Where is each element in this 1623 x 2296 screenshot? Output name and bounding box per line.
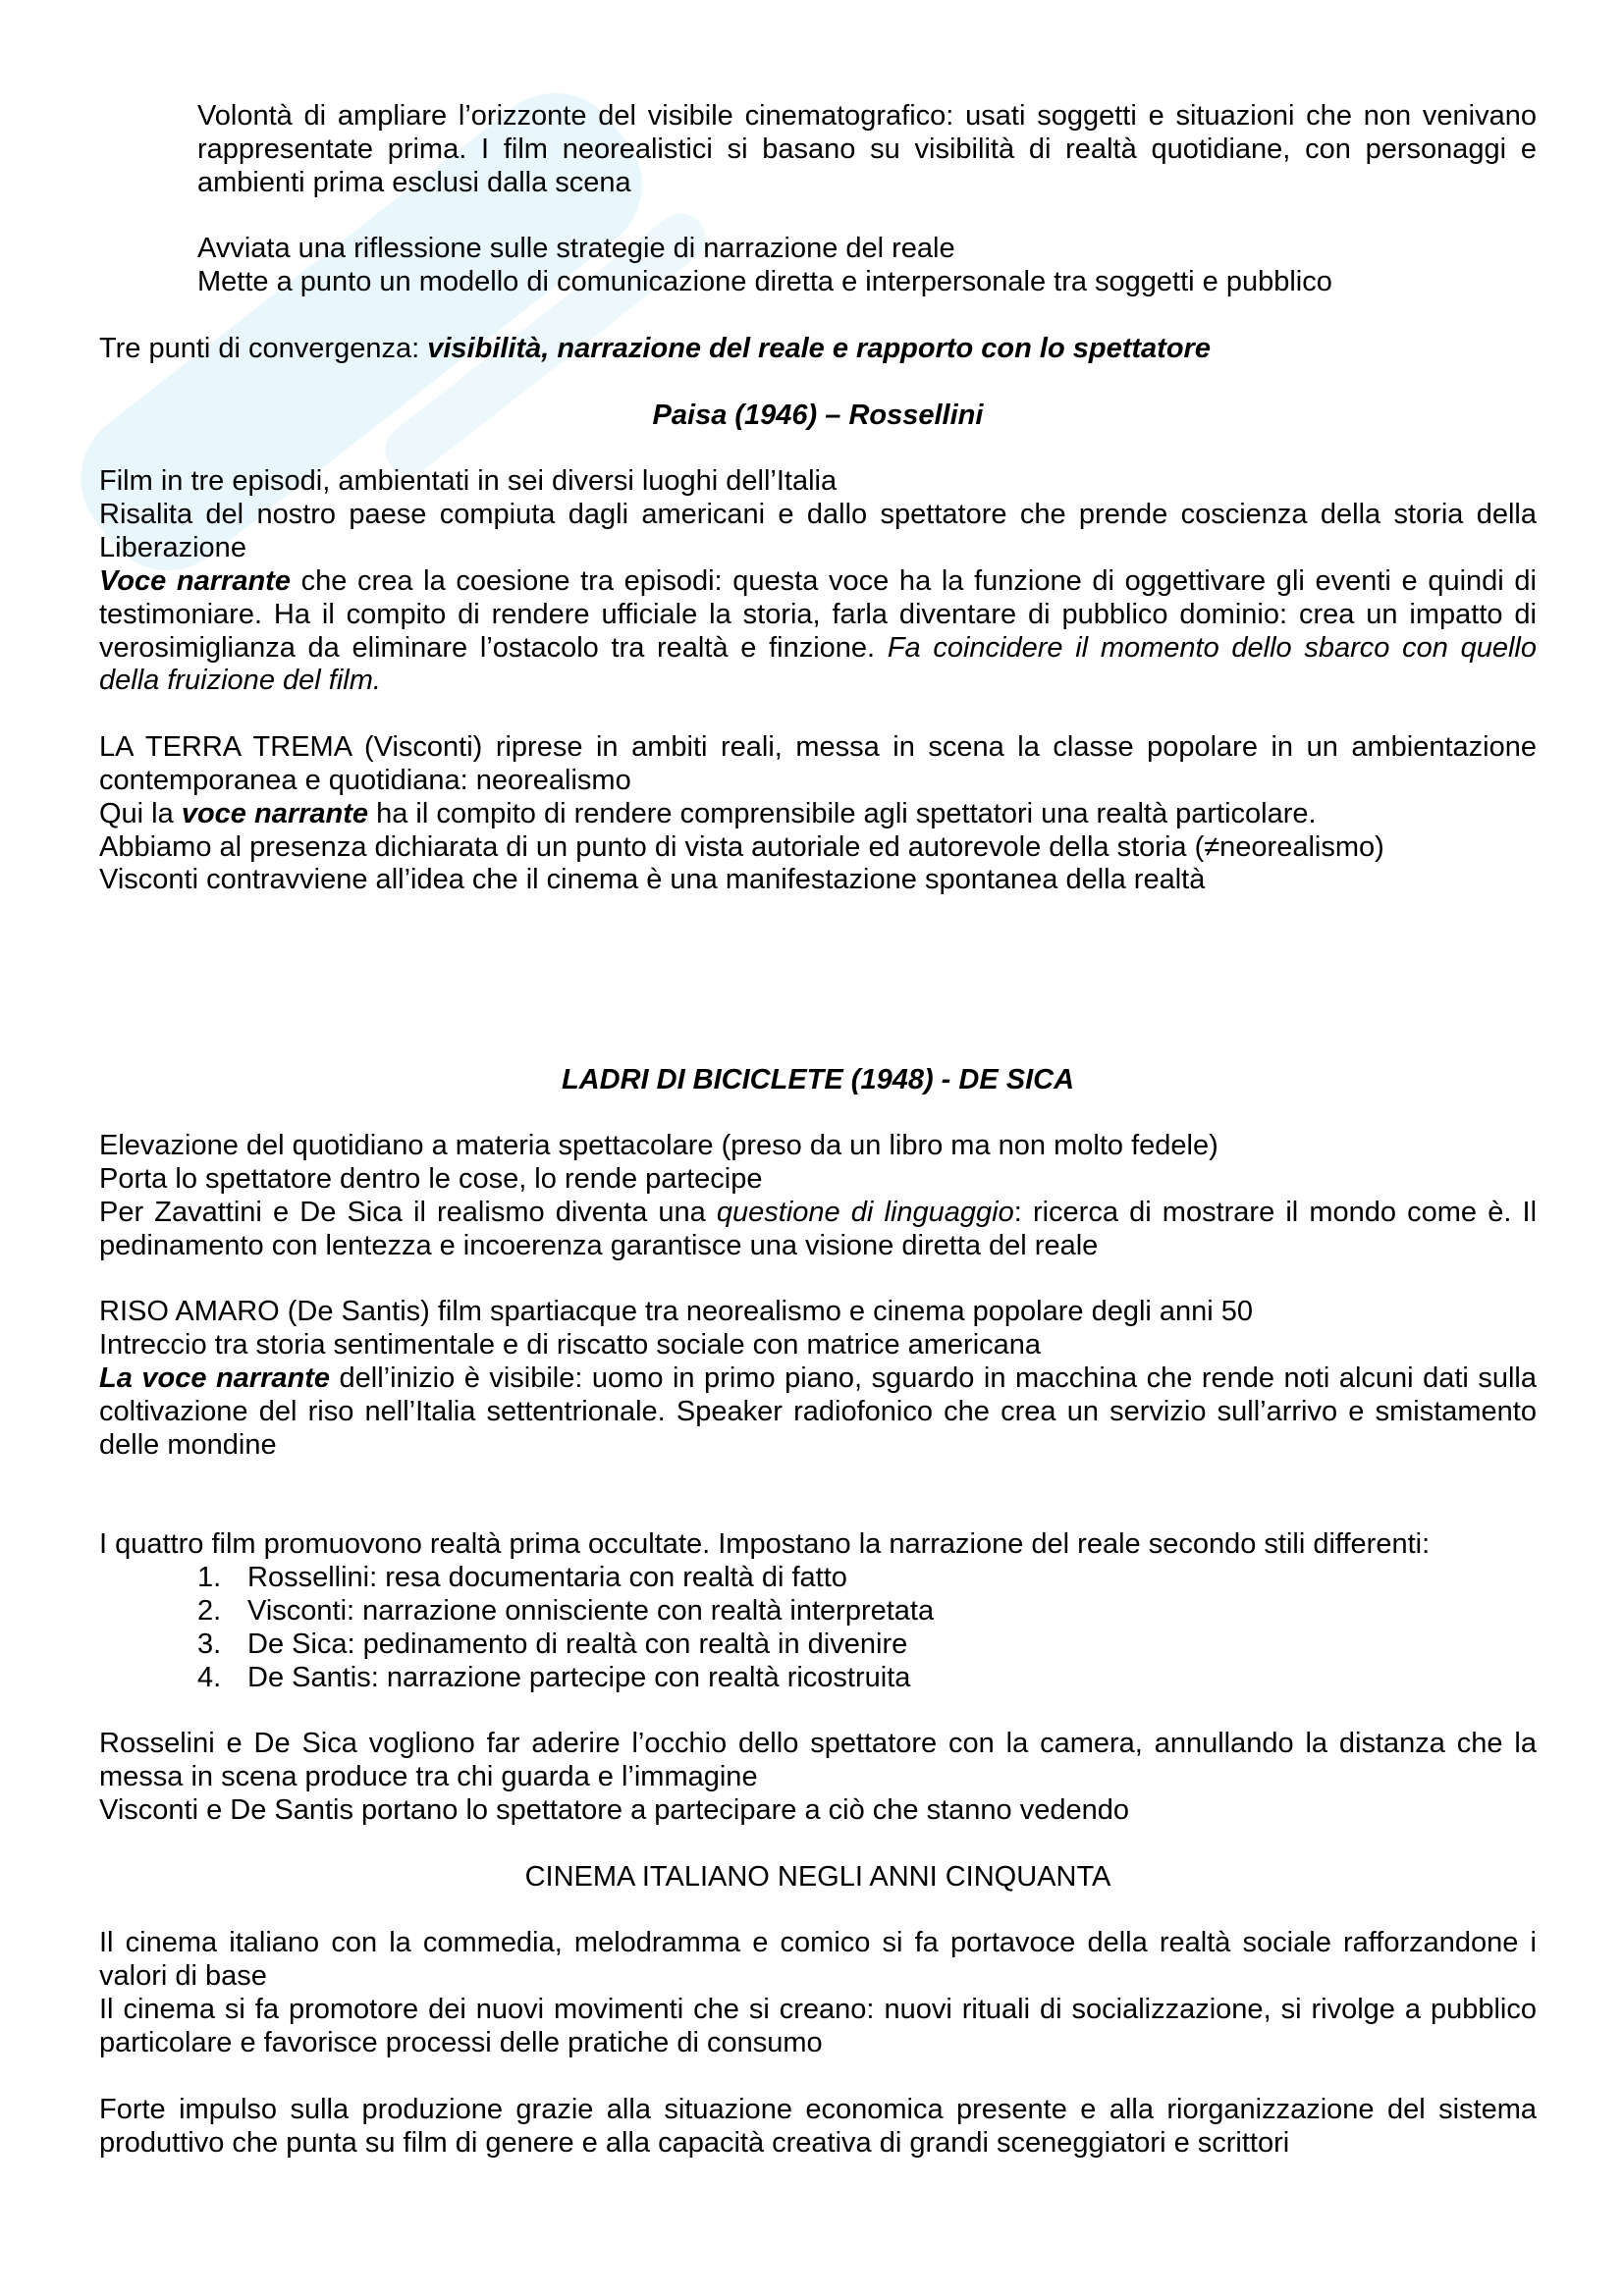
text-run: messa in scena produce tra chi guarda e l’immagine — [99, 1761, 758, 1793]
list-number: 3. — [197, 1628, 222, 1660]
list-item — [99, 1629, 1537, 1662]
paragraph-intro-visibility — [197, 100, 1537, 200]
emphasis-italic: della fruizione del film. — [99, 665, 381, 697]
text-run: ambienti prima esclusi dalla scena — [197, 166, 631, 198]
text-run: Elevazione del quotidiano a materia spettacolare (preso da un libro ma non molto fedele) — [99, 1130, 1218, 1162]
text-run: Film in tre episodi, ambientati in sei diversi luoghi dell’Italia — [99, 465, 838, 498]
blank-line — [99, 1695, 1537, 1729]
paragraph-riso-amaro — [99, 1296, 1537, 1462]
text-run: Avviata una riflessione sulle strategie di narrazione del reale — [197, 233, 955, 265]
text-line — [99, 1296, 1537, 1329]
text-line — [99, 731, 1537, 765]
text-line — [99, 1994, 1537, 2027]
text-line — [99, 599, 1537, 632]
numbered-list — [99, 1562, 1537, 1694]
text-run: Liberazione — [99, 531, 246, 563]
text-line — [99, 1197, 1537, 1230]
text-line — [99, 2127, 1537, 2161]
list-number: 1. — [197, 1562, 222, 1594]
text-run: che crea la coesione tra episodi: questa voce ha la funzione di oggettivare gli eventi e quindi di — [290, 564, 1537, 597]
paragraph-cinquanta — [99, 1927, 1537, 2059]
text-line — [99, 831, 1537, 865]
emphasis-bold-italic: La voce narrante — [99, 1362, 331, 1395]
list-item-text: Rossellini: resa documentaria con realtà di fatto — [247, 1562, 847, 1594]
emphasis-bold-italic: visibilità, narrazione del reale e rapporto con lo spettatore — [427, 332, 1211, 364]
text-run: Risalita del nostro paese compiuta dagli americani e dallo spettatore che prende coscienza della storia della — [99, 499, 1537, 531]
text-line — [99, 532, 1537, 565]
emphasis-italic: Fa coincidere il momento dello sbarco con quello — [887, 631, 1537, 664]
text-line — [197, 100, 1537, 133]
text-run: dell’inizio è visibile: uomo in primo piano, sguardo in macchina che rende noti alcuni dati sulla — [330, 1362, 1538, 1395]
paragraph-ladri — [99, 1130, 1537, 1262]
text-line — [197, 233, 1537, 266]
section-heading-ladri-di-biciclete: LADRI DI BICICLETE (1948) - DE SICA — [561, 1063, 1075, 1095]
list-intro-line: I quattro film promuovono realtà prima occultate. Impostano la narrazione del reale secondo stili differenti: — [99, 1528, 1431, 1561]
text-run: Per Zavattini e De Sica il realismo diventa una — [99, 1196, 717, 1228]
text-run: Tre punti di convergenza: — [99, 332, 428, 364]
paragraph-intro-narration — [197, 233, 1537, 299]
text-run: produttivo che punta su film di genere e alla capacità creativa di grandi sceneggiatori e scrittori — [99, 2126, 1290, 2159]
text-line — [99, 465, 1537, 499]
emphasis-bold-italic: Voce narrante — [99, 564, 291, 597]
text-line — [99, 1329, 1537, 1362]
list-item-text: De Santis: narrazione partecipe con realtà ricostruita — [247, 1661, 911, 1693]
blank-line — [99, 2060, 1537, 2094]
text-run: Visconti contravviene all’idea che il cinema è una manifestazione spontanea della realtà — [99, 864, 1206, 896]
blank-line — [99, 1263, 1537, 1297]
text-run: Porta lo spettatore dentro le cose, lo rende partecipe — [99, 1163, 763, 1196]
list-number: 2. — [197, 1595, 222, 1627]
text-run: RISO AMARO (De Santis) film spartiacque tra neorealismo e cinema popolare degli anni 50 — [99, 1296, 1254, 1328]
blank-line — [99, 1895, 1537, 1928]
list-number: 4. — [197, 1661, 222, 1693]
blank-line — [99, 366, 1537, 400]
text-run: Il cinema si fa promotore dei nuovi movimenti che si creano: nuovi rituali di socializzazione, si rivolge a pubblico — [99, 1994, 1537, 2026]
section-heading-cinema-anni-cinquanta: CINEMA ITALIANO NEGLI ANNI CINQUANTA — [524, 1860, 1111, 1893]
text-run: pedinamento con lentezza e incoerenza garantisce una visione diretta del reale — [99, 1229, 1099, 1261]
text-run: Qui la — [99, 797, 182, 829]
blank-line — [99, 1828, 1537, 1861]
text-run: Intreccio tra storia sentimentale e di riscatto sociale con matrice americana — [99, 1329, 1042, 1362]
text-run: Il cinema italiano con la commedia, melodramma e comico si fa portavoce della realtà sociale rafforzandone i — [99, 1927, 1537, 1959]
text-run: Abbiamo al presenza dichiarata di un punto di vista autoriale ed autorevole della storia (≠neorealismo) — [99, 830, 1384, 863]
blank-line — [99, 1096, 1537, 1130]
text-line — [99, 765, 1537, 798]
section-heading-paisa: Paisa (1946) – Rossellini — [652, 399, 984, 431]
blank-line — [99, 432, 1537, 465]
text-run: verosimiglianza da eliminare l’ostacolo tra realtà e finzione. — [99, 631, 888, 664]
text-line — [197, 167, 1537, 200]
text-run: Forte impulso sulla produzione grazie alla situazione economica presente e alla riorganizzazione del sistema — [99, 2093, 1537, 2125]
text-run: rappresentate prima. I film neorealistici si basano su visibilità di realtà quotidiane, con personaggi e — [197, 133, 1537, 165]
text-line — [99, 499, 1537, 532]
text-run: Volontà di ampliare l’orizzonte del visibile cinematografico: usati soggetti e situazioni che non venivano — [197, 100, 1537, 132]
document-body — [99, 100, 1537, 2160]
text-line — [99, 1927, 1537, 1960]
text-line — [99, 1163, 1537, 1197]
text-line — [99, 565, 1537, 599]
text-run: Mette a punto un modello di comunicazione diretta e interpersonale tra soggetti e pubblico — [197, 266, 1332, 298]
text-run: LA TERRA TREMA (Visconti) riprese in ambiti reali, messa in scena la classe popolare in un ambientazione — [99, 731, 1537, 764]
blank-line — [99, 200, 1537, 234]
paragraph-paisa — [99, 465, 1537, 698]
blank-space — [99, 1463, 1537, 1529]
text-line — [99, 1130, 1537, 1163]
paragraph-la-terra-trema — [99, 731, 1537, 897]
list-item-text: Visconti: narrazione onnisciente con realtà interpretata — [247, 1595, 935, 1627]
text-line — [99, 1230, 1537, 1263]
text-line — [99, 632, 1537, 666]
list-item-text: De Sica: pedinamento di realtà con realtà in divenire — [247, 1628, 908, 1660]
text-run: ha il compito di rendere comprensibile agli spettatori una realtà particolare. — [368, 797, 1317, 829]
list-item — [99, 1595, 1537, 1629]
text-line — [99, 1396, 1537, 1429]
emphasis-italic: questione di linguaggio — [716, 1196, 1014, 1228]
text-run: Rosselini e De Sica vogliono far aderire l’occhio dello spettatore con la camera, annullando la distanza che la — [99, 1728, 1537, 1760]
text-line — [99, 1960, 1537, 1994]
text-line — [99, 798, 1537, 831]
blank-line — [99, 299, 1537, 333]
blank-line — [99, 698, 1537, 731]
text-line — [99, 2094, 1537, 2127]
text-run: : ricerca di mostrare il mondo come è. Il — [1013, 1196, 1538, 1228]
text-line — [99, 1429, 1537, 1463]
text-run: testimoniare. Ha il compito di rendere ufficiale la storia, farla diventare di pubblico dominio: crea un impatto di — [99, 598, 1537, 630]
text-run: delle mondine — [99, 1428, 277, 1461]
emphasis-bold-italic: voce narrante — [181, 797, 369, 829]
text-line — [99, 665, 1537, 698]
text-line — [99, 2027, 1537, 2060]
text-run: Visconti e De Santis portano lo spettatore a partecipare a ciò che stanno vedendo — [99, 1794, 1129, 1827]
list-item — [99, 1662, 1537, 1695]
text-run: particolare e favorisce processi delle pratiche di consumo — [99, 2026, 823, 2058]
paragraph-impulso-produzione — [99, 2094, 1537, 2161]
convergence-line — [99, 333, 1537, 366]
paragraph-confronto — [99, 1728, 1537, 1828]
text-run: coltivazione del riso nell’Italia settentrionale. Speaker radiofonico che crea un servizio sull’arrivo e smistamento — [99, 1395, 1537, 1427]
text-line — [99, 1362, 1537, 1396]
list-item — [99, 1562, 1537, 1595]
text-line — [197, 266, 1537, 299]
blank-space — [99, 897, 1537, 1063]
text-run: contemporanea e quotidiana: neorealismo — [99, 764, 631, 796]
text-line — [99, 864, 1537, 897]
text-line — [99, 1794, 1537, 1828]
text-line — [99, 1761, 1537, 1794]
text-line — [99, 1728, 1537, 1761]
text-line — [197, 133, 1537, 167]
text-run: valori di base — [99, 1960, 267, 1993]
